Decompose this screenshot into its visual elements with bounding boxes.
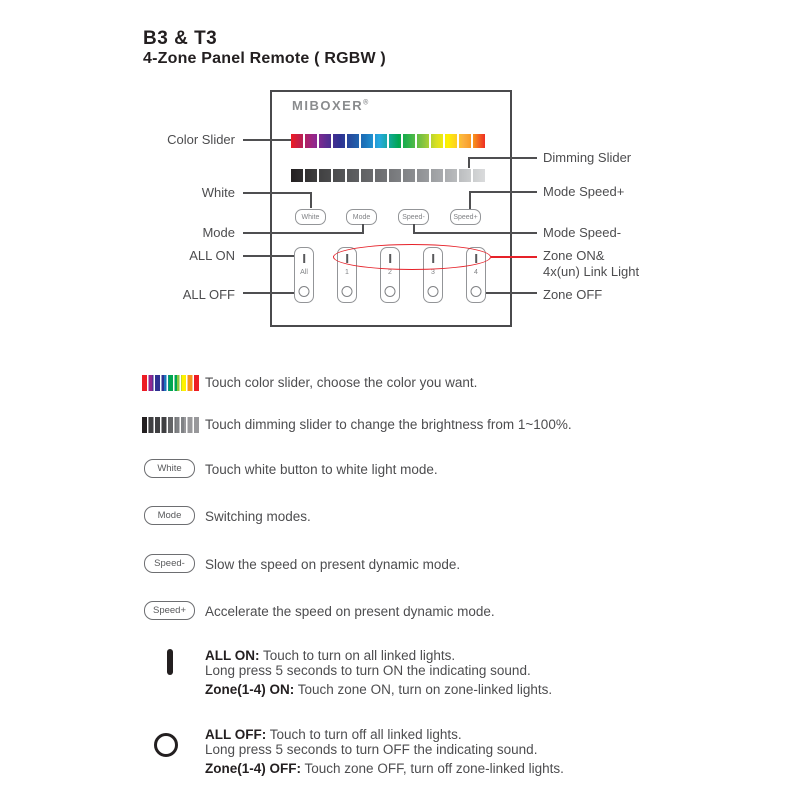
all-off-line3	[205, 762, 564, 777]
callout-all-on: ALL ON	[189, 248, 235, 263]
legend-mode-text: Switching modes.	[205, 509, 311, 524]
speed-plus-button-icon	[144, 601, 195, 620]
callout-zone-on-line1: Zone ON&	[543, 248, 605, 263]
white-button[interactable]	[295, 209, 326, 225]
all-on-line3-bold: Zone(1-4) ON:	[205, 681, 295, 697]
zone-button-label: 2	[388, 269, 392, 276]
all-on-line3-rest: Touch zone ON, turn on zone-linked lights.	[297, 681, 553, 697]
legend-color-slider-text: Touch color slider, choose the color you want.	[205, 375, 478, 390]
callout-white: White	[201, 185, 235, 200]
zone-button-label: All	[300, 269, 308, 276]
legend-white-text: Touch white button to white light mode.	[205, 462, 438, 477]
dimming-slider-icon	[142, 417, 200, 433]
all-off-line3-bold: Zone(1-4) OFF:	[205, 760, 301, 776]
mode-button-label: Mode	[352, 213, 371, 221]
all-on-line1-bold: ALL ON:	[205, 648, 260, 663]
dimming-leader-line	[468, 157, 537, 159]
white-button-icon-label: White	[157, 463, 182, 474]
all-off-line1-rest: Touch to turn off all linked lights.	[269, 727, 462, 742]
zone-on-highlight-ellipse	[333, 244, 491, 270]
zone-button-label: 3	[431, 269, 435, 276]
dimming-leader-elbow	[468, 157, 470, 168]
all-on-line2: Long press 5 seconds to turn ON the indicating sound.	[205, 662, 531, 678]
mode-leader-line	[243, 232, 364, 234]
callout-dimming-slider: Dimming Slider	[543, 150, 632, 165]
mode-leader-elbow	[362, 224, 364, 233]
all-on-line1-rest: Touch to turn on all linked lights.	[263, 648, 456, 663]
registered-mark: ®	[363, 99, 369, 107]
all-off-line3-rest: Touch zone OFF, turn off zone-linked lights.	[304, 760, 564, 776]
mode-button-icon	[144, 506, 195, 525]
zone-button-all[interactable]	[294, 247, 314, 303]
white-leader-elbow	[310, 192, 312, 208]
brand-text: MIBOXER	[292, 98, 364, 113]
all-on-leader-line	[243, 255, 294, 257]
mode-button[interactable]	[346, 209, 377, 225]
zone-on-icon[interactable]	[303, 254, 305, 263]
all-on-icon	[167, 649, 173, 675]
color-slider-icon	[142, 375, 200, 391]
mode-button-icon-label: Mode	[157, 510, 182, 521]
all-off-leader-line	[243, 292, 294, 294]
legend-speed-plus-text: Accelerate the speed on present dynamic mode.	[205, 604, 495, 619]
speed-plus-leader-elbow	[469, 191, 471, 209]
zone-off-icon[interactable]	[342, 286, 353, 297]
white-leader-line	[243, 192, 311, 194]
zone-button-label: 4	[474, 269, 478, 276]
speed-minus-button-label: Speed-	[402, 213, 425, 221]
speed-plus-button-label: Speed+	[453, 213, 478, 221]
page-title: B3 & T3	[143, 28, 218, 49]
all-off-line1	[205, 728, 564, 743]
callout-mode: Mode	[202, 225, 235, 240]
all-on-line1	[205, 649, 552, 664]
remote-panel	[270, 90, 512, 327]
page-subtitle: 4-Zone Panel Remote ( RGBW )	[143, 50, 386, 67]
legend-all-off-block	[205, 728, 564, 776]
callout-mode-speed-plus: Mode Speed+	[543, 184, 625, 199]
speed-plus-button-icon-label: Speed+	[152, 605, 187, 616]
speed-plus-leader-line	[469, 191, 537, 193]
callout-zone-off: Zone OFF	[543, 287, 603, 302]
legend-all-on-block	[205, 649, 552, 697]
zone-off-icon[interactable]	[471, 286, 482, 297]
all-off-icon	[154, 733, 178, 757]
zone-off-leader-line	[486, 292, 537, 294]
brand-logo	[292, 98, 368, 113]
zone-off-icon[interactable]	[385, 286, 396, 297]
speed-plus-button[interactable]	[450, 209, 481, 225]
callout-zone-on-line2: 4x(un) Link Light	[543, 264, 640, 279]
legend-dimming-slider-text: Touch dimming slider to change the brightness from 1~100%.	[205, 417, 572, 432]
callout-color-slider: Color Slider	[167, 132, 235, 147]
zone-off-icon[interactable]	[428, 286, 439, 297]
all-off-line2: Long press 5 seconds to turn OFF the indicating sound.	[205, 741, 538, 757]
all-off-line1-bold: ALL OFF:	[205, 727, 267, 742]
speed-minus-button-icon	[144, 554, 195, 573]
zone-off-icon[interactable]	[299, 286, 310, 297]
speed-minus-button[interactable]	[398, 209, 429, 225]
zone-on-leader-line	[491, 256, 537, 258]
callout-mode-speed-minus: Mode Speed-	[543, 225, 622, 240]
white-button-label: White	[301, 213, 320, 221]
color-slider-leader-line	[243, 139, 291, 141]
callout-zone-on	[543, 248, 639, 280]
all-on-line3	[205, 683, 552, 698]
color-slider[interactable]	[291, 134, 487, 148]
speed-minus-leader-line	[413, 232, 537, 234]
white-button-icon	[144, 459, 195, 478]
legend-speed-minus-text: Slow the speed on present dynamic mode.	[205, 557, 461, 572]
speed-minus-button-icon-label: Speed-	[154, 558, 185, 569]
dimming-slider[interactable]	[291, 169, 487, 182]
callout-all-off: ALL OFF	[182, 287, 235, 302]
zone-button-label: 1	[345, 269, 349, 276]
